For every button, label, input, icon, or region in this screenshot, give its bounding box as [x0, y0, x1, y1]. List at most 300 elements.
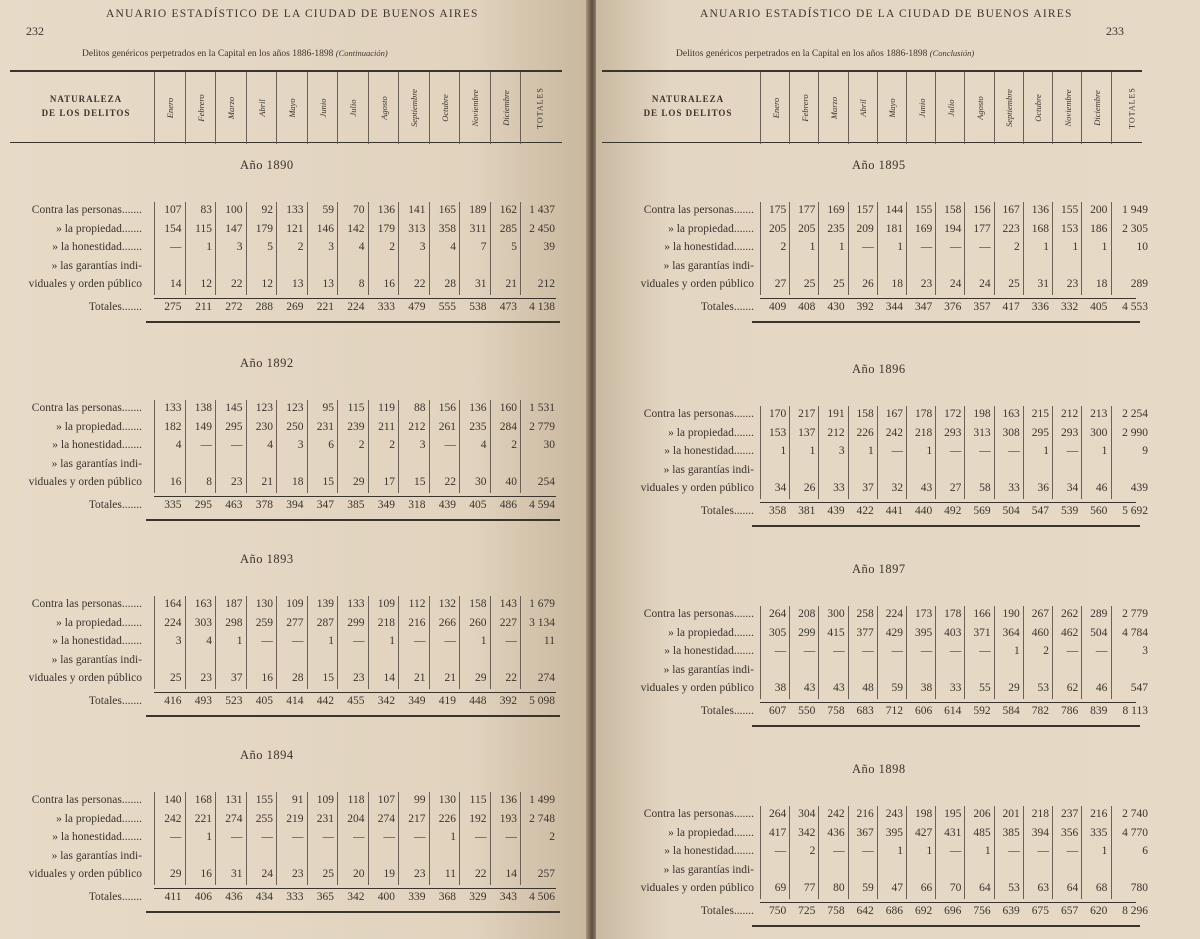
table-cell: 100 — [225, 204, 243, 216]
table-cell: 1 — [838, 241, 845, 253]
table-cell: 347 — [316, 498, 334, 511]
table-cell: — — [475, 831, 487, 843]
table-cell: 419 — [438, 694, 456, 707]
month-header — [1023, 72, 1053, 144]
row-label: » las garantías indi- — [663, 863, 754, 876]
row-total: 5 692 — [1122, 504, 1148, 517]
row-label: » la propiedad....... — [668, 426, 754, 439]
month-header-text: Febrero — [799, 94, 810, 122]
table-cell: 756 — [973, 904, 991, 917]
row-label: » la honestidad....... — [664, 645, 754, 657]
column-rule — [215, 596, 216, 689]
column-rule — [398, 400, 399, 493]
table-cell: 12 — [261, 278, 273, 290]
column-rule — [154, 792, 155, 885]
table-cell: 262 — [1060, 608, 1079, 620]
table-cell: 224 — [885, 608, 903, 620]
table-cell: 242 — [164, 812, 182, 825]
table-cell: 6 — [328, 439, 334, 451]
month-header-text: Agosto — [974, 96, 985, 120]
column-rule — [964, 606, 965, 699]
table-cell: 212 — [408, 420, 426, 433]
table-cell: 555 — [438, 300, 456, 313]
table-cell: 204 — [347, 812, 365, 825]
table-cell: 4 — [206, 635, 212, 647]
table-cell: 405 — [469, 498, 487, 511]
month-header-text: Marzo — [226, 96, 237, 120]
table-cell: — — [353, 635, 365, 647]
table-cell: — — [261, 635, 273, 647]
row-label: » la honestidad....... — [664, 241, 754, 253]
table-cell: 64 — [1066, 882, 1079, 894]
table-cell: 112 — [408, 598, 426, 610]
table-cell: 1 — [984, 845, 991, 857]
row-total: 2 779 — [529, 420, 555, 433]
table-cell: 18 — [891, 278, 903, 290]
table-cell: 1 — [1072, 241, 1079, 253]
column-rule — [459, 792, 460, 885]
table-cell: 606 — [914, 704, 933, 717]
table-cell: 123 — [286, 402, 304, 414]
table-cell: 153 — [768, 426, 787, 439]
table-cell: 16 — [261, 672, 273, 684]
table-cell: 34 — [774, 482, 787, 494]
column-rule — [368, 792, 369, 885]
table-cell: 1 — [1101, 241, 1108, 253]
table-cell: 15 — [414, 476, 426, 488]
column-rule — [185, 596, 186, 689]
table-cell: 376 — [944, 300, 962, 313]
table-cell: 455 — [347, 694, 365, 707]
row-label: » la propiedad....... — [56, 222, 142, 235]
table-cell: 356 — [1060, 826, 1079, 839]
month-header — [398, 72, 430, 144]
table-cell: — — [231, 831, 243, 843]
table-cell: 23 — [1066, 278, 1079, 290]
column-rule — [848, 606, 849, 699]
table-cell: 1 — [897, 845, 903, 857]
table-cell: 492 — [944, 504, 962, 517]
table-cell: 300 — [1090, 426, 1108, 439]
table-cell: 64 — [979, 882, 991, 894]
table-cell: — — [444, 635, 456, 647]
table-cell: 409 — [768, 300, 787, 313]
row-label: Contra las personas....... — [31, 402, 142, 414]
month-header — [760, 72, 790, 144]
table-cell: 230 — [255, 420, 273, 433]
table-cell: 33 — [833, 482, 845, 494]
table-cell: 299 — [347, 616, 365, 629]
table-cell: 26 — [803, 482, 816, 494]
table-cell: 24 — [261, 868, 273, 880]
table-cell: 274 — [225, 812, 243, 825]
table-cell: 77 — [803, 882, 816, 894]
table-cell: 329 — [469, 890, 487, 903]
table-cell: 218 — [377, 616, 395, 629]
table-cell: 48 — [862, 682, 874, 694]
table-cell: 218 — [914, 426, 933, 439]
table-cell: — — [353, 831, 365, 843]
table-cell: 195 — [944, 808, 962, 820]
column-rule — [1081, 806, 1082, 899]
row-label: Totales....... — [700, 504, 754, 517]
column-rule — [935, 406, 936, 499]
table-cell: 133 — [164, 402, 182, 414]
table-cell: 333 — [286, 890, 304, 903]
table-cell: 2 — [780, 241, 787, 253]
table-cell: 58 — [979, 482, 991, 494]
column-rule — [429, 400, 430, 493]
column-rule — [276, 202, 277, 295]
table-cell: 405 — [255, 694, 273, 707]
table-cell: 212 — [827, 426, 845, 439]
column-rule — [994, 806, 995, 899]
row-total: 6 — [1142, 845, 1148, 857]
table-cell: 92 — [261, 204, 273, 216]
table-cell: 164 — [164, 598, 182, 610]
table-cell: 27 — [949, 482, 962, 494]
table-cell: 20 — [353, 868, 365, 880]
table-cell: 14 — [170, 278, 182, 290]
table-cell: 538 — [469, 300, 487, 313]
column-rule — [337, 202, 338, 295]
table-cell: 620 — [1090, 904, 1108, 917]
row-total: 4 553 — [1122, 300, 1148, 313]
block-bottom-rule — [752, 525, 1140, 527]
table-cell: 242 — [827, 808, 845, 820]
table-cell: 274 — [377, 812, 395, 825]
table-cell: 26 — [862, 278, 874, 290]
column-rule — [935, 806, 936, 899]
table-cell: 758 — [827, 704, 845, 717]
table-cell: 22 — [475, 868, 487, 880]
table-cell: 19 — [383, 868, 395, 880]
table-cell: 137 — [798, 426, 816, 439]
table-cell: — — [1008, 445, 1020, 457]
table-cell: 5 — [511, 241, 517, 253]
table-cell: 493 — [194, 694, 212, 707]
table-cell: 235 — [827, 222, 845, 235]
table-cell: 335 — [164, 498, 182, 511]
row-label: » las garantías indi- — [51, 849, 142, 862]
table-cell: 119 — [378, 402, 395, 414]
column-rule — [429, 792, 430, 885]
column-rule — [1023, 806, 1024, 899]
table-cell: 143 — [499, 598, 517, 610]
row-total: 1 679 — [529, 598, 555, 610]
row-label: Totales....... — [88, 300, 142, 313]
table-cell: 132 — [438, 598, 456, 610]
row-total: 9 — [1142, 445, 1148, 457]
table-cell: 158 — [944, 204, 962, 216]
row-label: Contra las personas....... — [31, 598, 142, 610]
column-rule — [307, 596, 308, 689]
table-cell: — — [1066, 845, 1079, 857]
table-cell: 415 — [827, 626, 845, 639]
table-cell: 18 — [292, 476, 304, 488]
table-cell: 405 — [1090, 300, 1108, 313]
table-cell: 193 — [499, 812, 517, 825]
month-header-text: Noviembre — [1062, 89, 1073, 127]
table-cell: 136 — [1031, 204, 1049, 216]
month-header-text: Enero — [770, 97, 781, 119]
subtotal-rule — [154, 888, 556, 889]
row-total: 2 779 — [1122, 608, 1148, 620]
column-rule — [877, 806, 878, 899]
table-cell: 31 — [475, 278, 487, 290]
row-total: 2 — [549, 831, 555, 843]
year-title: Año 1895 — [852, 158, 906, 172]
table-cell: 460 — [1031, 626, 1049, 639]
table-cell: 431 — [944, 826, 962, 839]
table-cell: 95 — [322, 402, 334, 414]
row-label: Contra las personas....... — [31, 204, 142, 216]
table-cell: — — [505, 635, 517, 647]
table-cell: 46 — [1095, 482, 1108, 494]
table-cell: 118 — [347, 794, 365, 806]
table-cell: 2 — [358, 439, 365, 451]
row-label: Totales....... — [88, 694, 142, 707]
table-cell: 53 — [1037, 682, 1049, 694]
header-label-line-2: DE LOS DELITOS — [643, 108, 733, 118]
column-rule — [789, 606, 790, 699]
column-rule — [760, 406, 761, 499]
row-label: Contra las personas....... — [643, 408, 754, 420]
table-cell: 250 — [286, 420, 304, 433]
table-cell: 2 — [1043, 645, 1049, 657]
table-cell: 43 — [803, 682, 816, 694]
row-label: viduales y orden público — [640, 278, 754, 290]
table-cell: 1 — [809, 241, 816, 253]
column-rule — [818, 806, 819, 899]
table-cell: 59 — [862, 882, 874, 894]
table-cell: 211 — [378, 420, 395, 433]
table-cell: 43 — [920, 482, 933, 494]
table-cell: 224 — [164, 616, 182, 629]
table-cell: 289 — [1090, 608, 1108, 620]
table-subtitle — [676, 48, 974, 59]
table-cell: 272 — [225, 300, 243, 313]
column-rule — [368, 596, 369, 689]
table-cell: 14 — [505, 868, 517, 880]
table-cell: 392 — [856, 300, 874, 313]
table-cell: 23 — [200, 672, 212, 684]
block-bottom-rule — [752, 725, 1140, 727]
table-cell: 13 — [292, 278, 304, 290]
table-cell: 149 — [194, 420, 212, 433]
table-cell: — — [862, 645, 874, 657]
table-cell: 33 — [1008, 482, 1020, 494]
row-label: » las garantías indi- — [51, 259, 142, 272]
year-title: Año 1896 — [852, 362, 906, 376]
year-title: Año 1890 — [240, 158, 294, 172]
column-rule — [520, 792, 521, 885]
table-cell: — — [774, 845, 787, 857]
table-cell: 1 — [450, 831, 456, 843]
row-label: » la honestidad....... — [664, 845, 754, 857]
table-cell: 311 — [469, 222, 487, 235]
table-cell: 168 — [194, 794, 212, 806]
row-total: 3 134 — [529, 616, 555, 629]
table-cell: 1 — [1043, 241, 1049, 253]
table-cell: 239 — [347, 420, 365, 433]
table-cell: 1 — [1014, 645, 1020, 657]
month-header — [1081, 72, 1111, 144]
table-cell: — — [1037, 845, 1049, 857]
table-cell: 37 — [862, 482, 874, 494]
column-rule — [215, 400, 216, 493]
month-header-text: Marzo — [828, 96, 839, 120]
table-cell: 25 — [170, 672, 182, 684]
table-cell: 158 — [856, 408, 874, 420]
table-cell: 163 — [1002, 408, 1020, 420]
table-cell: 46 — [1095, 682, 1108, 694]
totals-header — [1111, 72, 1152, 144]
row-label: Contra las personas....... — [643, 608, 754, 620]
row-total: 2 740 — [1122, 808, 1148, 820]
row-label: » la honestidad....... — [52, 831, 142, 843]
table-cell: 17 — [383, 476, 395, 488]
table-cell: 683 — [856, 704, 874, 717]
table-cell: 358 — [768, 504, 787, 517]
subtotal-rule — [154, 496, 556, 497]
table-cell: 55 — [979, 682, 991, 694]
table-cell: 28 — [444, 278, 456, 290]
table-cell: 23 — [353, 672, 365, 684]
table-cell: 1 — [868, 445, 874, 457]
month-header-text: Septiembre — [409, 89, 420, 127]
table-cell: — — [803, 645, 816, 657]
table-cell: 430 — [827, 300, 845, 313]
month-header — [1052, 72, 1082, 144]
subtitle-text: Delitos genéricos perpetrados en la Capital en los años 1886-1898 — [82, 49, 334, 59]
column-rule — [1052, 406, 1053, 499]
table-cell: — — [920, 241, 933, 253]
table-cell: — — [891, 445, 903, 457]
row-total: 5 098 — [529, 694, 555, 707]
table-cell: 189 — [469, 204, 487, 216]
table-cell: 305 — [768, 626, 787, 639]
table-cell: 1 — [1101, 445, 1108, 457]
table-cell: 221 — [316, 300, 334, 313]
table-cell: 178 — [944, 608, 962, 620]
month-header — [848, 72, 878, 144]
table-cell: 441 — [885, 504, 903, 517]
table-cell: 385 — [347, 498, 365, 511]
row-label: » las garantías indi- — [51, 457, 142, 470]
table-cell: 169 — [827, 204, 845, 216]
subtitle-note: (Continuación) — [335, 48, 388, 58]
table-cell: 91 — [292, 794, 304, 806]
table-cell: 395 — [885, 826, 903, 839]
table-cell: 182 — [164, 420, 182, 433]
table-cell: 436 — [225, 890, 243, 903]
row-total: 39 — [543, 241, 555, 253]
table-cell: 23 — [414, 868, 426, 880]
table-cell: 121 — [286, 222, 304, 235]
table-cell: — — [949, 845, 962, 857]
table-cell: 136 — [469, 402, 487, 414]
table-cell: 177 — [798, 204, 816, 216]
totals-header-text: TOTALES — [1127, 87, 1137, 129]
row-total: 289 — [1130, 278, 1148, 290]
table-cell: — — [444, 439, 456, 451]
table-cell: 29 — [1008, 682, 1020, 694]
table-cell: 486 — [499, 498, 517, 511]
table-cell: 614 — [944, 704, 962, 717]
row-total: 2 990 — [1122, 426, 1148, 439]
column-rule — [337, 400, 338, 493]
row-label: viduales y orden público — [28, 672, 142, 684]
table-cell: 504 — [1002, 504, 1020, 517]
table-cell: 191 — [827, 408, 845, 420]
table-cell: 750 — [768, 904, 787, 917]
table-cell: 16 — [170, 476, 182, 488]
totals-header-text: TOTALES — [535, 87, 545, 129]
table-cell: 347 — [914, 300, 933, 313]
table-cell: 1 — [1101, 845, 1108, 857]
table-cell: 69 — [774, 882, 787, 894]
table-cell: 25 — [1008, 278, 1020, 290]
running-head: ANUARIO ESTADÍSTICO DE LA CIUDAD DE BUENOS AIRES — [106, 8, 479, 20]
row-total: 439 — [1130, 482, 1148, 494]
table-cell: 371 — [973, 626, 991, 639]
column-rule — [964, 806, 965, 899]
table-cell: 43 — [833, 682, 845, 694]
table-cell: 2 — [297, 241, 304, 253]
table-cell: 439 — [438, 498, 456, 511]
row-label: » la propiedad....... — [668, 222, 754, 235]
row-total: 254 — [537, 476, 555, 488]
table-cell: 293 — [1060, 426, 1079, 439]
column-rule — [877, 606, 878, 699]
table-cell: 226 — [856, 426, 874, 439]
table-cell: 139 — [316, 598, 334, 610]
table-cell: 258 — [856, 608, 874, 620]
column-rule — [185, 400, 186, 493]
table-cell: 144 — [885, 204, 903, 216]
table-cell: 381 — [798, 504, 816, 517]
table-cell: 1 — [236, 635, 243, 647]
row-label: viduales y orden público — [28, 278, 142, 290]
row-label: Contra las personas....... — [643, 204, 754, 216]
column-rule — [276, 400, 277, 493]
row-total: 8 296 — [1122, 904, 1148, 917]
column-rule — [789, 202, 790, 295]
table-cell: 411 — [164, 890, 182, 903]
column-rule — [906, 202, 907, 295]
table-cell: 53 — [1008, 882, 1020, 894]
header-label-line-2: DE LOS DELITOS — [41, 108, 131, 118]
month-header — [906, 72, 936, 144]
subtotal-rule — [760, 702, 1136, 703]
column-rule — [848, 806, 849, 899]
month-header-text: Abril — [858, 99, 869, 117]
row-label: Totales....... — [88, 890, 142, 903]
table-subtitle — [82, 48, 388, 59]
row-label: » las garantías indi- — [663, 663, 754, 676]
table-cell: 1 — [897, 241, 903, 253]
table-cell: 177 — [973, 222, 991, 235]
table-cell: 547 — [1031, 504, 1049, 517]
column-rule — [307, 400, 308, 493]
year-title: Año 1893 — [240, 552, 294, 566]
table-cell: 344 — [885, 300, 903, 313]
column-rule — [848, 202, 849, 295]
row-label: viduales y orden público — [640, 482, 754, 494]
block-bottom-rule — [752, 925, 1140, 927]
table-cell: 198 — [973, 408, 991, 420]
